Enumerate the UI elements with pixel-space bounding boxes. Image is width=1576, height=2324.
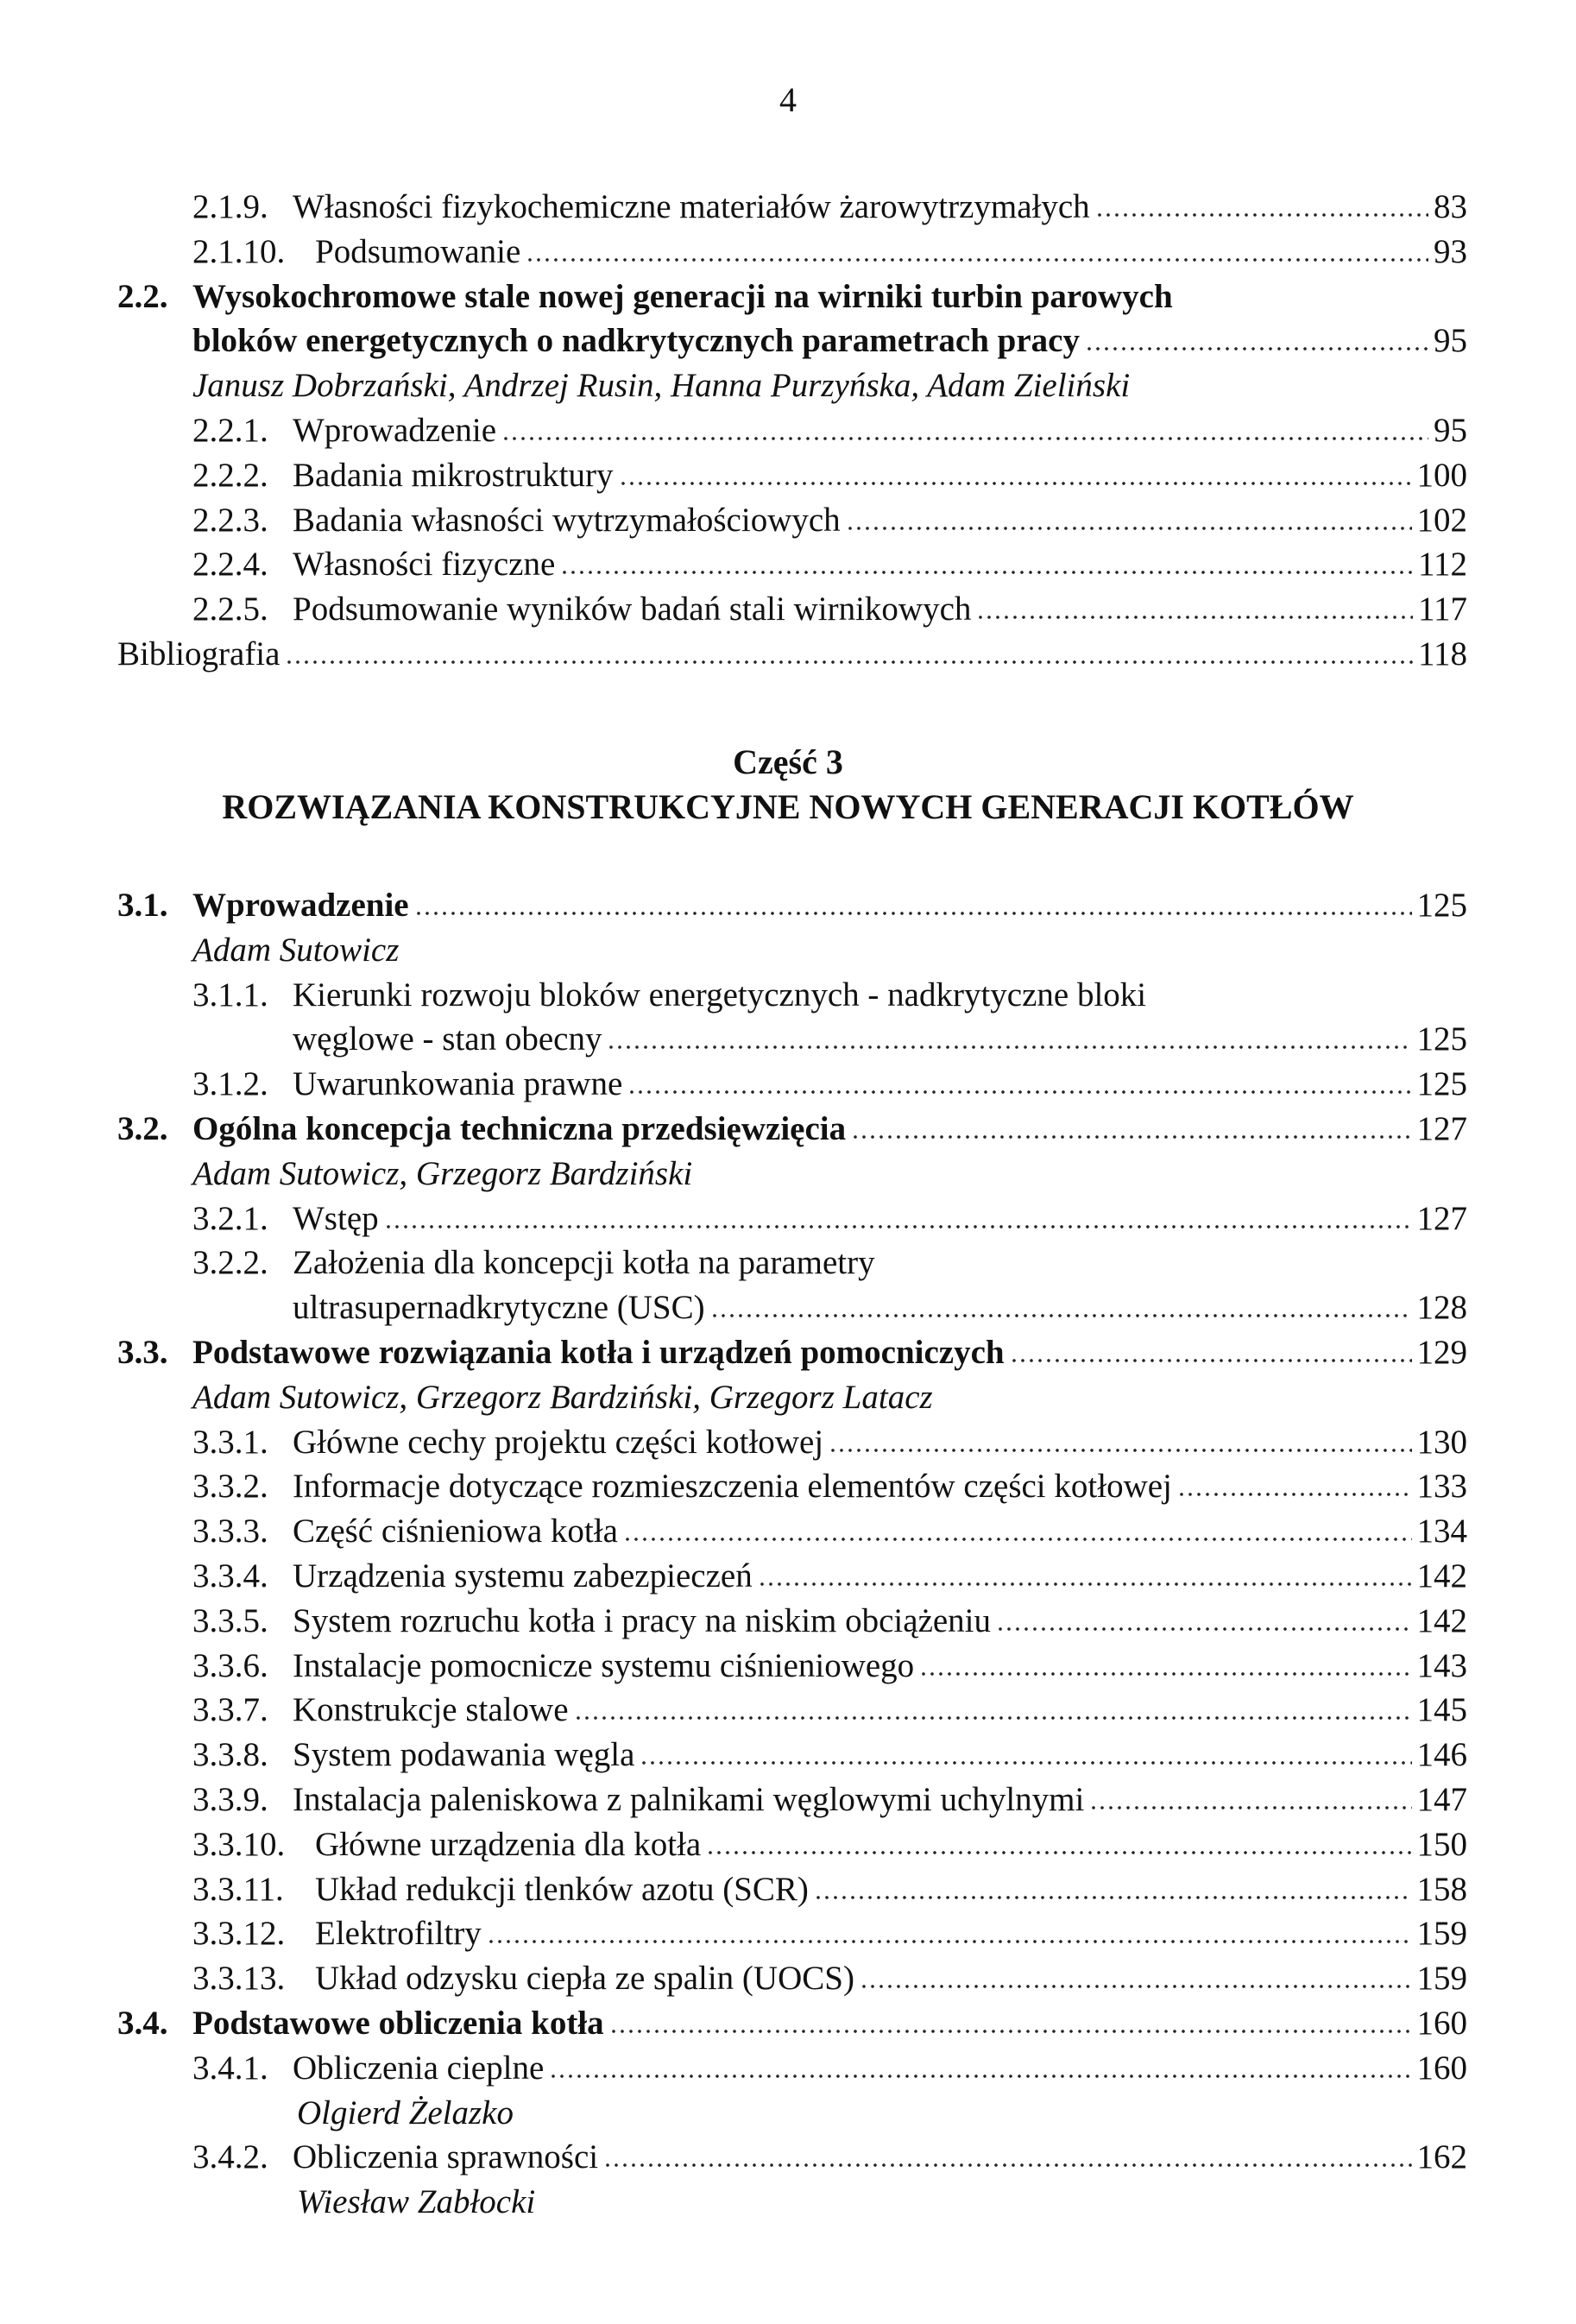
section-number: 3.3.2. xyxy=(192,1468,268,1506)
dot-leader xyxy=(1085,346,1428,351)
toc-entry xyxy=(0,1062,1576,1107)
entry-content xyxy=(293,1554,1467,1599)
entry-content xyxy=(293,1644,1467,1689)
dot-leader xyxy=(919,1671,1411,1677)
page-number-ref: 125 xyxy=(1416,1065,1467,1103)
entry-content xyxy=(293,1599,1467,1644)
section-number: 3.1.1. xyxy=(192,976,268,1014)
section-title: Elektrofiltry xyxy=(315,1915,482,1953)
toc-entry xyxy=(0,498,1576,543)
section-title: Podsumowanie xyxy=(315,232,521,270)
section-number: 2.1.9. xyxy=(192,188,268,225)
entry-content xyxy=(293,1197,1467,1241)
dot-leader xyxy=(526,257,1428,262)
section-title: Urządzenia systemu zabezpieczeń xyxy=(293,1557,753,1595)
section-title: Badania mikrostruktury xyxy=(293,456,614,494)
page-number-ref: 112 xyxy=(1417,546,1467,584)
entry-content xyxy=(315,1956,1467,2001)
page-number-ref: 125 xyxy=(1416,887,1467,924)
toc-entry xyxy=(0,275,1576,319)
section-number: 3.1.2. xyxy=(192,1065,268,1103)
toc-entry xyxy=(0,587,1576,632)
page-number-ref: 128 xyxy=(1416,1289,1467,1327)
entry-content xyxy=(293,587,1467,632)
author-names: Olgierd Żelazko xyxy=(297,2093,514,2131)
part-title: ROZWIĄZANIA KONSTRUKCYJNE NOWYCH GENERACJI KOTŁÓW xyxy=(222,786,1354,826)
toc-entry xyxy=(0,1688,1576,1733)
page-number-ref: 95 xyxy=(1434,322,1467,360)
section-title: Układ odzysku ciepła ze spalin (UOCS) xyxy=(315,1960,854,1998)
entry-content xyxy=(293,1464,1467,1509)
section-number: 3.3.3. xyxy=(192,1512,268,1550)
entry-content xyxy=(293,1688,1467,1733)
dot-leader xyxy=(619,481,1412,486)
section-title: Główne urządzenia dla kotła xyxy=(315,1825,702,1863)
page-number-ref: 162 xyxy=(1416,2138,1467,2176)
section-number: 3.2. xyxy=(117,1109,168,1147)
page-number-ref: 150 xyxy=(1416,1825,1467,1863)
dot-leader xyxy=(501,436,1428,441)
section-number: 3.4.1. xyxy=(192,2049,268,2087)
section-title: Obliczenia sprawności xyxy=(293,2138,599,2176)
section-title: Wstęp xyxy=(293,1199,379,1237)
entry-content xyxy=(293,542,1467,587)
toc-entry xyxy=(0,1509,1576,1554)
section-number: 2.2.4. xyxy=(192,546,268,584)
entry-content xyxy=(192,883,1467,928)
entry-content xyxy=(293,973,1467,1018)
section-title: Instalacje pomocnicze systemu ciśnieniowego xyxy=(293,1646,915,1684)
part-label: Część 3 xyxy=(733,742,843,781)
entry-content xyxy=(192,1330,1467,1375)
author-names: Adam Sutowicz, Grzegorz Bardziński xyxy=(192,1154,693,1192)
toc-author-line xyxy=(0,2180,1576,2225)
section-number: 3.3. xyxy=(117,1333,168,1371)
page-number-ref: 158 xyxy=(1416,1870,1467,1908)
dot-leader xyxy=(609,2029,1412,2034)
page-number-ref: 127 xyxy=(1416,1199,1467,1237)
section-number: 3.3.9. xyxy=(192,1780,268,1818)
toc-entry xyxy=(0,2135,1576,2180)
author-names: Adam Sutowicz, Grzegorz Bardziński, Grzegorz Latacz xyxy=(192,1378,933,1416)
page-number-ref: 93 xyxy=(1434,232,1467,270)
section-title: ultrasupernadkrytyczne (USC) xyxy=(293,1289,705,1327)
page-number-ref: 133 xyxy=(1416,1468,1467,1506)
toc-entry xyxy=(0,1197,1576,1241)
entry-content xyxy=(293,1285,1467,1330)
dot-leader xyxy=(574,1715,1412,1721)
section-number: 3.3.11. xyxy=(192,1870,284,1908)
toc-entry xyxy=(0,1733,1576,1778)
page-number-ref: 118 xyxy=(1417,635,1467,673)
dot-leader xyxy=(710,1313,1412,1318)
section-title: Obliczenia cieplne xyxy=(293,2049,545,2087)
section-number: 3.3.8. xyxy=(192,1736,268,1774)
dot-leader xyxy=(1089,1805,1411,1810)
page-number-ref: 142 xyxy=(1416,1557,1467,1595)
page-number-ref: 83 xyxy=(1434,188,1467,225)
section-title: bloków energetycznych o nadkrytycznych parametrach pracy xyxy=(192,322,1080,360)
section-number: 3.3.13. xyxy=(192,1960,286,1998)
page-number-ref: 145 xyxy=(1416,1691,1467,1729)
page-number-ref: 95 xyxy=(1434,411,1467,449)
section-title: Bibliografia xyxy=(117,635,281,673)
entry-content xyxy=(117,632,1467,677)
section-number: 3.1. xyxy=(117,887,168,924)
toc-author-line xyxy=(0,2091,1576,2136)
toc-author-line xyxy=(0,363,1576,408)
dot-leader xyxy=(829,1448,1411,1453)
author-names: Adam Sutowicz xyxy=(192,931,400,969)
page-number: 4 xyxy=(779,80,797,119)
section-title: Uwarunkowania prawne xyxy=(293,1065,623,1103)
toc-entry xyxy=(0,1956,1576,2001)
section-title: Konstrukcje stalowe xyxy=(293,1691,569,1729)
page-number-ref: 146 xyxy=(1416,1736,1467,1774)
toc-author-line xyxy=(0,928,1576,973)
dot-leader xyxy=(603,2163,1411,2168)
toc-entry xyxy=(0,453,1576,498)
entry-content xyxy=(192,275,1467,319)
section-title: Własności fizykochemiczne materiałów żarowytrzymałych xyxy=(293,188,1090,225)
section-number: 3.3.5. xyxy=(192,1601,268,1639)
section-title: węglowe - stan obecny xyxy=(293,1020,602,1058)
entry-content xyxy=(315,230,1467,275)
toc-entry xyxy=(0,1822,1576,1867)
toc-entry xyxy=(0,1420,1576,1465)
page-number-ref: 159 xyxy=(1416,1915,1467,1953)
section-title: Własności fizyczne xyxy=(293,546,556,584)
section-title: Wprowadzenie xyxy=(192,887,409,924)
entry-content xyxy=(293,185,1467,230)
toc-entry xyxy=(0,230,1576,275)
entry-content xyxy=(315,1822,1467,1867)
page-number-ref: 127 xyxy=(1416,1109,1467,1147)
toc-entry xyxy=(0,1911,1576,1956)
dot-leader xyxy=(607,1045,1411,1050)
section-number: 3.3.7. xyxy=(192,1691,268,1729)
author-names: Janusz Dobrzański, Andrzej Rusin, Hanna Purzyńska, Adam Zieliński xyxy=(192,367,1131,405)
page-number-ref: 130 xyxy=(1416,1423,1467,1461)
page-number-ref: 147 xyxy=(1416,1780,1467,1818)
toc-entry xyxy=(0,1464,1576,1509)
page-number-ref: 117 xyxy=(1417,590,1467,628)
part-heading xyxy=(0,740,1576,830)
toc-entry xyxy=(0,408,1576,453)
section-number: 2.2. xyxy=(117,277,168,315)
section-title: Założenia dla koncepcji kotła na parametry xyxy=(293,1244,875,1282)
dot-leader xyxy=(758,1582,1412,1587)
section-number: 3.3.10. xyxy=(192,1825,286,1863)
entry-content xyxy=(293,1420,1467,1465)
section-number: 2.2.5. xyxy=(192,590,268,628)
section-number: 3.2.1. xyxy=(192,1199,268,1237)
entry-content xyxy=(192,1107,1467,1152)
toc-author-line xyxy=(0,1375,1576,1420)
dot-leader xyxy=(414,911,1412,916)
dot-leader xyxy=(285,660,1412,665)
entry-content xyxy=(192,319,1467,363)
section-number: 3.3.4. xyxy=(192,1557,268,1595)
toc-entry xyxy=(0,319,1576,363)
toc-entry xyxy=(0,883,1576,928)
dot-leader xyxy=(627,1089,1411,1095)
entry-content xyxy=(293,453,1467,498)
dot-leader xyxy=(640,1760,1411,1765)
toc-entry xyxy=(0,1330,1576,1375)
section-title: Podstawowe obliczenia kotła xyxy=(192,2004,604,2042)
section-number: 3.3.1. xyxy=(192,1423,268,1461)
page-number-ref: 159 xyxy=(1416,1960,1467,1998)
toc-entry xyxy=(0,542,1576,587)
entry-content xyxy=(293,1509,1467,1554)
dot-leader xyxy=(1010,1358,1412,1363)
author-names: Wiesław Zabłocki xyxy=(297,2183,536,2221)
section-title: Ogólna koncepcja techniczna przedsięwzięcia xyxy=(192,1109,847,1147)
section-title: Badania własności wytrzymałościowych xyxy=(293,501,841,539)
section-title: Wprowadzenie xyxy=(293,411,497,449)
dot-leader xyxy=(623,1537,1412,1542)
section-number: 2.2.3. xyxy=(192,501,268,539)
toc-section-part3 xyxy=(0,883,1576,2225)
toc-entry xyxy=(0,632,1576,677)
entry-content xyxy=(315,1867,1467,1912)
section-title: Kierunki rozwoju bloków energetycznych - nadkrytyczne bloki xyxy=(293,976,1147,1014)
entry-content xyxy=(192,2001,1467,2046)
toc-entry xyxy=(0,1241,1576,1285)
section-number: 3.2.2. xyxy=(192,1244,268,1282)
dot-leader xyxy=(976,615,1413,620)
section-title: Wysokochromowe stale nowej generacji na wirniki turbin parowych xyxy=(192,277,1173,315)
section-title: Informacje dotyczące rozmieszczenia elementów części kotłowej xyxy=(293,1468,1172,1506)
section-title: Podstawowe rozwiązania kotła i urządzeń pomocniczych xyxy=(192,1333,1005,1371)
section-number: 2.2.1. xyxy=(192,411,268,449)
dot-leader xyxy=(860,1984,1412,1989)
page-number-ref: 134 xyxy=(1416,1512,1467,1550)
page-number-ref: 142 xyxy=(1416,1601,1467,1639)
section-number: 2.2.2. xyxy=(192,456,268,494)
page-number-ref: 143 xyxy=(1416,1646,1467,1684)
page-number-ref: 129 xyxy=(1416,1333,1467,1371)
toc-entry xyxy=(0,973,1576,1018)
toc-section-part2 xyxy=(0,185,1576,677)
toc-author-line xyxy=(0,1152,1576,1197)
page-number-ref: 125 xyxy=(1416,1020,1467,1058)
section-number: 3.4. xyxy=(117,2004,168,2042)
section-number: 3.3.6. xyxy=(192,1646,268,1684)
section-number: 3.4.2. xyxy=(192,2138,268,2176)
toc-entry xyxy=(0,185,1576,230)
page-number-ref: 160 xyxy=(1416,2049,1467,2087)
entry-content xyxy=(315,1911,1467,1956)
toc-entry xyxy=(0,2046,1576,2091)
toc-entry xyxy=(0,1599,1576,1644)
section-title: Układ redukcji tlenków azotu (SCR) xyxy=(315,1870,809,1908)
entry-content xyxy=(293,408,1467,453)
dot-leader xyxy=(1177,1492,1412,1497)
dot-leader xyxy=(851,1134,1411,1140)
dot-leader xyxy=(814,1895,1412,1900)
section-number: 2.1.10. xyxy=(192,232,286,270)
entry-content xyxy=(293,1241,1467,1285)
dot-leader xyxy=(384,1224,1412,1229)
section-title: Część ciśnieniowa kotła xyxy=(293,1512,618,1550)
dot-leader xyxy=(549,2074,1411,2079)
dot-leader xyxy=(487,1939,1412,1944)
toc-entry xyxy=(0,1107,1576,1152)
entry-content xyxy=(293,498,1467,543)
toc-entry xyxy=(0,1017,1576,1062)
entry-content xyxy=(293,2135,1467,2180)
section-title: Podsumowanie wyników badań stali wirnikowych xyxy=(293,590,972,628)
entry-content xyxy=(293,2046,1467,2091)
entry-content xyxy=(293,1062,1467,1107)
dot-leader xyxy=(706,1850,1411,1855)
toc-entry xyxy=(0,1867,1576,1912)
dot-leader xyxy=(846,526,1412,531)
toc-entry xyxy=(0,1285,1576,1330)
page-number-ref: 160 xyxy=(1416,2004,1467,2042)
section-title: System podawania węgla xyxy=(293,1736,635,1774)
page-number-ref: 102 xyxy=(1416,501,1467,539)
toc-entry xyxy=(0,1644,1576,1689)
entry-content xyxy=(293,1778,1467,1822)
section-number: 3.3.12. xyxy=(192,1915,286,1953)
dot-leader xyxy=(1095,212,1428,218)
page-number-ref: 100 xyxy=(1416,456,1467,494)
section-title: System rozruchu kotła i pracy na niskim obciążeniu xyxy=(293,1601,992,1639)
toc-entry xyxy=(0,2001,1576,2046)
section-title: Główne cechy projektu części kotłowej xyxy=(293,1423,824,1461)
toc-entry xyxy=(0,1554,1576,1599)
dot-leader xyxy=(560,570,1413,575)
entry-content xyxy=(293,1733,1467,1778)
toc-entry xyxy=(0,1778,1576,1822)
entry-content xyxy=(293,1017,1467,1062)
section-title: Instalacja paleniskowa z palnikami węglowymi uchylnymi xyxy=(293,1780,1085,1818)
dot-leader xyxy=(996,1626,1411,1632)
